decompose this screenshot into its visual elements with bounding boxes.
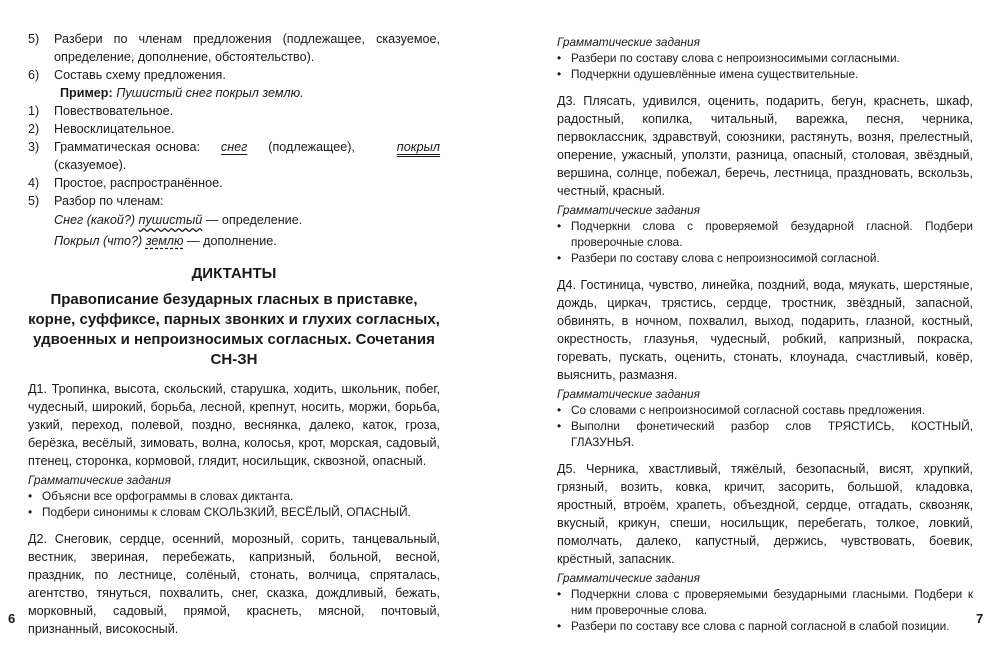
predicate-word: покрыл (396, 140, 441, 154)
grammar-tasks-title: Грамматические задания (557, 571, 700, 585)
answer-3: 3) Грамматическая основа: снег (подлежащее), покрыл (сказуемое). (28, 140, 441, 172)
answer-2: 2) Невосклицательное. (28, 122, 175, 136)
task-item: • Разбери по составу слова с непроизносимой согласной. (557, 251, 880, 265)
answer-4: 4) Простое, распространённое. (28, 176, 223, 190)
grammar-tasks-title: Грамматические задания (28, 473, 171, 487)
parse-line-1: Снег (какой?) пушистый — определение. (54, 213, 303, 227)
task-6: 6) Составь схему предложения. (28, 68, 226, 82)
section-title: ДИКТАНТЫ (191, 265, 277, 282)
page-number-left: 6 (8, 611, 16, 626)
dictation-1: Д1. Тропинка, высота, скольский, старушка, ходить, школьник, побег, чудесный, широкий, борьба, лесной, крепнут, носить, моржи, борьба, узкий, переход, полевой, поздно, веснянка, далеко, каток, гроза, берёзка, весёлый, зимовать, волна, колосья, крот, морская, садовый, птенец, сторонка, кормовой, глядит, носильщик, сквозной, опасный. (28, 382, 440, 468)
task-item: • Разбери по составу все слова с парной согласной в слабой позиции. (557, 619, 950, 633)
grammar-tasks-title: Грамматические задания (557, 203, 700, 217)
parse-line-2: Покрыл (что?) землю — дополнение. (54, 234, 277, 248)
dictation-4: Д4. Гостиница, чувство, линейка, поздний, вода, мяукать, шерстяные, дождь, циркач, трястись, сердце, тростник, звёздный, запасной, обвинять, в ночном, похвалил, выход, подарить, глазной, костный, окрестность, глазунья, чудесный, робкий, капризный, покраска, горевать, пускать, оценить, стонать, клоунада, счастливый, ковёр, выяснить, размазня. (557, 278, 973, 382)
task-item: • Подчеркни слова с проверяемой безударной гласной. Подбери проверочные слова. (557, 219, 973, 249)
answer-5: 5) Разбор по членам: (28, 194, 164, 208)
task-item: • Выполни фонетический разбор слов ТРЯСТИСЬ, КОСТНЫЙ, ГЛАЗУНЬЯ. (557, 419, 973, 449)
task-item: • Разбери по составу слова с непроизносимыми согласными. (557, 51, 900, 65)
subject-word: снег (220, 140, 248, 154)
task-item: • Подбери синонимы к словам СКОЛЬЗКИЙ, ВЕСЁЛЫЙ, ОПАСНЫЙ. (28, 505, 411, 519)
right-page (557, 34, 973, 634)
task-item: • Со словами с непроизносимой согласной составь предложения. (557, 403, 926, 417)
left-page (28, 30, 440, 638)
answer-1: 1) Повествовательное. (28, 104, 174, 118)
grammar-tasks-title: Грамматические задания (557, 387, 700, 401)
page-number-right: 7 (976, 611, 984, 626)
task-5: 5) Разбери по членам предложения (подлежащее, сказуемое, определение, дополнение, обстоятельство). (28, 32, 440, 64)
section-subtitle: Правописание безударных гласных в приставке, корне, суффиксе, парных звонких и глухих согласных, удвоенных и непроизносимых согласных. Сочетания СН-ЗН (28, 291, 440, 368)
grammar-tasks-title: Грамматические задания (557, 35, 700, 49)
dictation-5: Д5. Черника, хвастливый, тяжёлый, безопасный, висят, хрупкий, грязный, возить, ковка, кричит, засорить, большой, кладовка, яростный, втроём, храпеть, объездной, сердце, отгадать, сквозняк, вкусный, крикун, спеши, носильщик, перебегать, толкое, ловкий, помолчать, далеко, капустный, держись, чувствовать, боевик, крёстный, запасник. (557, 462, 973, 566)
dictation-3: Д3. Плясать, удивился, оценить, подарить, бегун, краснеть, шкаф, радостный, копилка, читальный, варежка, песня, черника, первоклассник, здравствуй, союзники, растянуть, возня, прелестный, оперение, ужасный, уползти, разница, опасный, столовая, звёздный, вершина, солнце, побежал, беречь, лестница, праздновать, вскользь, честный, красный. (557, 94, 973, 198)
dictation-2: Д2. Снеговик, сердце, осенний, морозный, сорить, танцевальный, вестник, звериная, перебежать, капризный, больной, весной, праздник, по лестнице, солёный, стонать, волчица, спряталась, агентство, тянуться, похвалить, снег, сказка, дождливый, бежать, морковный, садовый, прямой, краснеть, мясной, почтовый, признанный, високосный. (28, 532, 440, 636)
attribute-word: пушистый (138, 213, 203, 227)
task-item: • Подчеркни слова с проверяемыми безударными гласными. Подбери к ним проверочные слова. (557, 587, 973, 617)
example: Пример: Пушистый снег покрыл землю. (60, 86, 304, 100)
task-item: • Объясни все орфограммы в словах диктанта. (28, 489, 294, 503)
task-item: • Подчеркни одушевлённые имена существительные. (557, 67, 859, 81)
object-word: землю (145, 234, 184, 248)
